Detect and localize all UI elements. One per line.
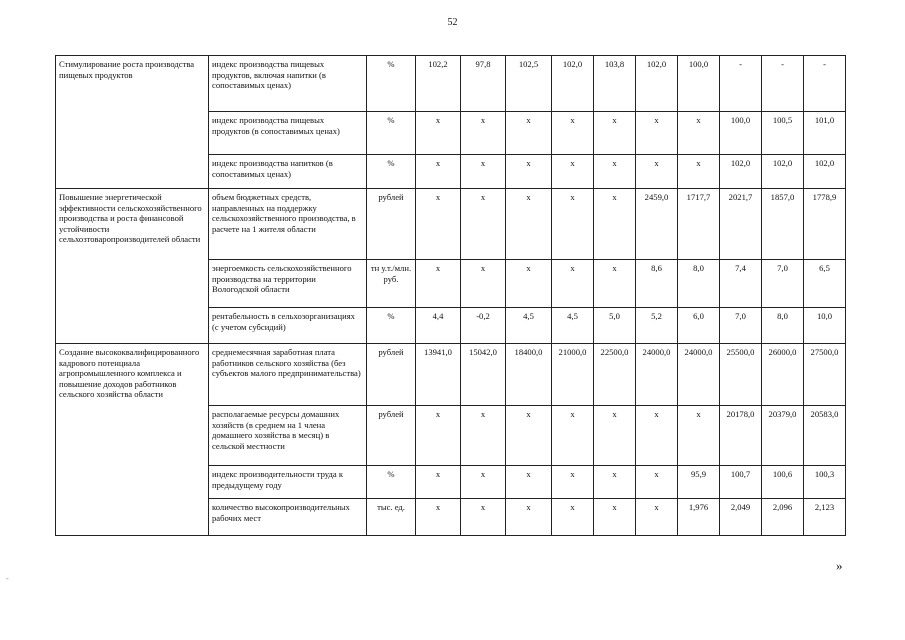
value-cell: x [678,112,720,155]
value-cell: 2,049 [720,499,762,536]
value-cell: 102,0 [804,155,846,189]
value-cell: x [416,260,461,308]
table-row [56,189,846,260]
value-cell: 24000,0 [636,344,678,406]
value-cell: 95,9 [678,466,720,499]
value-cell: x [552,155,594,189]
value-cell: 1,976 [678,499,720,536]
value-cell: 27500,0 [804,344,846,406]
value-cell: 7,0 [762,260,804,308]
edge-mark: - [6,574,9,583]
value-cell: 15042,0 [461,344,506,406]
value-cell: 102,0 [720,155,762,189]
value-cell: 10,0 [804,308,846,344]
unit-cell: % [367,466,416,499]
value-cell: x [636,112,678,155]
value-cell: x [461,189,506,260]
value-cell: 5,2 [636,308,678,344]
value-cell: 18400,0 [506,344,552,406]
value-cell: 100,5 [762,112,804,155]
value-cell: x [506,189,552,260]
value-cell: x [461,155,506,189]
value-cell: 20379,0 [762,406,804,466]
value-cell: x [416,406,461,466]
value-cell: 21000,0 [552,344,594,406]
value-cell: x [416,466,461,499]
unit-cell: % [367,56,416,112]
value-cell: - [720,56,762,112]
value-cell: 13941,0 [416,344,461,406]
value-cell: 102,2 [416,56,461,112]
value-cell: x [416,155,461,189]
value-cell: x [461,112,506,155]
value-cell: 4,5 [506,308,552,344]
value-cell: x [506,499,552,536]
value-cell: 2,123 [804,499,846,536]
value-cell: 100,6 [762,466,804,499]
value-cell: x [678,406,720,466]
value-cell: x [506,466,552,499]
value-cell: 1778,9 [804,189,846,260]
value-cell: 8,6 [636,260,678,308]
value-cell: x [594,499,636,536]
value-cell: x [594,155,636,189]
value-cell: x [461,260,506,308]
value-cell: x [552,189,594,260]
table-row [56,344,846,406]
value-cell: x [552,260,594,308]
goal-cell: Стимулирование роста производства пищевых продуктов [56,56,209,189]
value-cell: x [461,406,506,466]
value-cell: 2,096 [762,499,804,536]
value-cell: 4,5 [552,308,594,344]
value-cell: x [552,499,594,536]
value-cell: 6,5 [804,260,846,308]
value-cell: 1857,0 [762,189,804,260]
value-cell: 102,0 [636,56,678,112]
goal-cell: Повышение энергетической эффективности сельскохозяйственного производства и роста финансовой устойчивости сельхозтоваропроизводителей области [56,189,209,344]
indicators-table [55,55,846,536]
indicator-cell: объем бюджетных средств, направленных на поддержку сельскохозяйственного производства, в расчете на 1 жителя области [209,189,367,260]
value-cell: 1717,7 [678,189,720,260]
value-cell: x [506,112,552,155]
goal-cell: Создание высококвалифицированного кадрового потенциала агропромышленного комплекса и повышение доходов работников сельского хозяйства области [56,344,209,536]
unit-cell: рублей [367,344,416,406]
value-cell: 8,0 [678,260,720,308]
value-cell: 2459,0 [636,189,678,260]
indicator-cell: индекс производства пищевых продуктов (в сопоставимых ценах) [209,112,367,155]
value-cell: 101,0 [804,112,846,155]
unit-cell: % [367,112,416,155]
value-cell: 7,4 [720,260,762,308]
value-cell: 8,0 [762,308,804,344]
value-cell: 100,0 [720,112,762,155]
unit-cell: % [367,155,416,189]
value-cell: x [416,499,461,536]
unit-cell: рублей [367,189,416,260]
value-cell: 102,0 [552,56,594,112]
value-cell: 4,4 [416,308,461,344]
value-cell: x [594,112,636,155]
value-cell: x [506,155,552,189]
value-cell: 100,0 [678,56,720,112]
value-cell: 100,7 [720,466,762,499]
value-cell: x [678,155,720,189]
value-cell: 20178,0 [720,406,762,466]
value-cell: x [552,466,594,499]
value-cell: x [636,499,678,536]
value-cell: x [506,260,552,308]
value-cell: x [461,466,506,499]
value-cell: x [506,406,552,466]
closing-quote: » [836,558,843,573]
value-cell: 97,8 [461,56,506,112]
value-cell: 100,3 [804,466,846,499]
indicator-cell: индекс производства пищевых продуктов, включая напитки (в сопоставимых ценах) [209,56,367,112]
value-cell: 25500,0 [720,344,762,406]
value-cell: 102,0 [762,155,804,189]
unit-cell: % [367,308,416,344]
unit-cell: тыс. ед. [367,499,416,536]
value-cell: 5,0 [594,308,636,344]
value-cell: x [552,406,594,466]
value-cell: 103,8 [594,56,636,112]
indicator-cell: среднемесячная заработная плата работников сельского хозяйства (без субъектов малого предпринимательства) [209,344,367,406]
table-row [56,56,846,112]
value-cell: 22500,0 [594,344,636,406]
value-cell: 7,0 [720,308,762,344]
value-cell: - [762,56,804,112]
value-cell: x [636,466,678,499]
indicator-cell: индекс производства напитков (в сопоставимых ценах) [209,155,367,189]
page-number: 52 [447,17,458,28]
indicator-cell: располагаемые ресурсы домашних хозяйств (в среднем на 1 члена домашнего хозяйства в месяц) в сельской местности [209,406,367,466]
indicator-cell: количество высокопроизводительных рабочих мест [209,499,367,536]
value-cell: x [594,189,636,260]
value-cell: x [416,189,461,260]
value-cell: x [636,406,678,466]
value-cell: -0,2 [461,308,506,344]
unit-cell: рублей [367,406,416,466]
indicator-cell: индекс производительности труда к предыдущему году [209,466,367,499]
value-cell: 2021,7 [720,189,762,260]
value-cell: x [552,112,594,155]
value-cell: x [461,499,506,536]
value-cell: x [594,406,636,466]
value-cell: x [416,112,461,155]
value-cell: x [594,260,636,308]
indicator-cell: рентабельность в сельхозорганизациях (с учетом субсидий) [209,308,367,344]
value-cell: 6,0 [678,308,720,344]
value-cell: - [804,56,846,112]
value-cell: 102,5 [506,56,552,112]
unit-cell: тн у.т./млн. руб. [367,260,416,308]
indicator-cell: энергоемкость сельскохозяйственного производства на территории Вологодской области [209,260,367,308]
value-cell: x [594,466,636,499]
value-cell: 20583,0 [804,406,846,466]
value-cell: 26000,0 [762,344,804,406]
value-cell: 24000,0 [678,344,720,406]
value-cell: x [636,155,678,189]
